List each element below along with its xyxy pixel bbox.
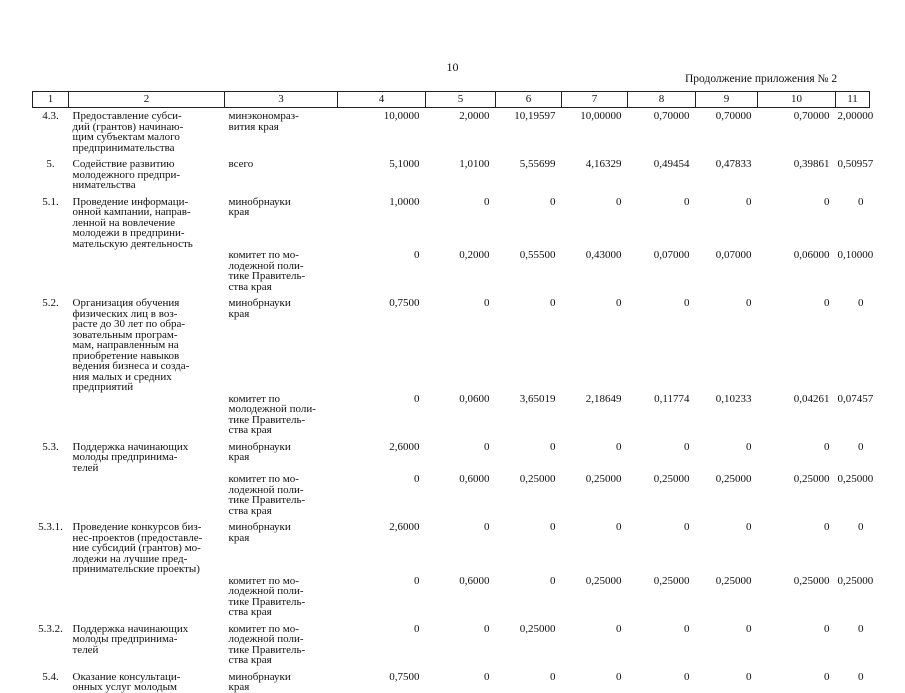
- row-value: 0: [484, 195, 490, 208]
- row-value: 0: [414, 574, 420, 587]
- row-title: [69, 249, 225, 292]
- row-executor: минобрнауки края: [228, 521, 291, 544]
- row-value: 0,07000: [715, 249, 752, 261]
- row-value: 0: [550, 195, 556, 208]
- row-value: 0: [414, 249, 420, 261]
- row-title: [69, 473, 225, 516]
- row-value: 0,25000: [585, 473, 622, 485]
- row-title: [69, 575, 225, 618]
- row-value: 2,0000: [459, 110, 490, 122]
- header-cell: 4: [338, 92, 426, 108]
- row-value: 0: [616, 670, 622, 683]
- table-row: [33, 516, 870, 575]
- row-value: 0: [684, 521, 690, 533]
- header-cell: 9: [696, 92, 758, 108]
- header-cell: 7: [562, 92, 628, 108]
- row-executor: всего: [228, 158, 254, 170]
- row-value: 0: [684, 622, 690, 635]
- row-value: 0,55500: [519, 249, 556, 261]
- row-value: 0,70000: [653, 110, 690, 122]
- row-value: 0: [824, 297, 830, 309]
- row-value: 0,11774: [654, 392, 690, 405]
- row-executor: комитет по мо- лодежной поли- тике Правитель- ства края: [228, 622, 306, 666]
- table-row: [33, 108, 870, 154]
- row-title: Предоставление субси- дий (грантов) начинаю- щим субъектам малого предпринимательства: [72, 110, 184, 154]
- row-value: 0: [550, 440, 556, 453]
- row-value: 0: [550, 297, 556, 309]
- row-value: 0,49454: [653, 158, 690, 170]
- row-value: 0: [550, 521, 556, 533]
- row-number: 5.2.: [42, 297, 59, 309]
- row-value: 0: [684, 440, 690, 453]
- row-value: 1,0100: [459, 158, 490, 170]
- row-value: 0: [684, 670, 690, 683]
- row-value: 0,2000: [459, 249, 490, 261]
- row-title: Проведение информаци- онной кампании, направ- ленной на вовлечение молодежи в предприни- мательскую деятельность: [72, 195, 193, 250]
- row-value: 0: [484, 622, 490, 635]
- header-cell: 11: [836, 92, 870, 108]
- row-value: 10,19597: [514, 110, 556, 122]
- row-value: 0,25000: [519, 622, 556, 635]
- row-number: [33, 473, 69, 516]
- row-value: 0,25000: [837, 473, 874, 485]
- row-title: [69, 393, 225, 436]
- row-value: 0,25000: [837, 574, 874, 587]
- row-number: [33, 393, 69, 436]
- header-cell: 3: [225, 92, 338, 108]
- row-number: 5.: [46, 158, 55, 170]
- row-value: 0: [616, 297, 622, 309]
- row-value: 0,25000: [585, 574, 622, 587]
- row-value: 0,07457: [837, 392, 874, 405]
- row-number: 5.3.2.: [38, 622, 63, 635]
- row-value: 0: [684, 297, 690, 309]
- row-value: 0,7500: [389, 297, 420, 309]
- row-value: 0: [746, 195, 752, 208]
- row-executor: комитет по молодежной поли- тике Правитель- ства края: [228, 392, 316, 436]
- continuation-note: Продолжение приложения № 2: [685, 73, 838, 85]
- row-value: 0: [616, 440, 622, 453]
- row-executor: минобрнауки края: [228, 297, 291, 320]
- table-row: [33, 618, 870, 666]
- row-value: 0,25000: [715, 574, 752, 587]
- row-title: Проведение конкурсов биз- нес-проектов (предоставле- ние субсидий (грантов) мо- лодежи на лучшие пред- принимательские проекты): [72, 521, 203, 575]
- row-value: 0,47833: [715, 158, 752, 170]
- row-value: 0,25000: [653, 574, 690, 587]
- header-cell: 6: [496, 92, 562, 108]
- header-cell: 2: [69, 92, 225, 108]
- row-value: 0: [684, 195, 690, 208]
- row-value: 0: [616, 622, 622, 635]
- table-row: [33, 153, 870, 191]
- row-value: 0: [858, 521, 864, 533]
- row-executor: минобрнауки края: [228, 440, 291, 463]
- page-number: 10: [446, 60, 459, 74]
- row-value: 0,25000: [519, 473, 556, 485]
- row-value: 0,25000: [793, 473, 830, 485]
- row-value: 0: [414, 622, 420, 635]
- row-executor: минобрнауки края: [228, 670, 291, 693]
- header-row: [33, 92, 870, 108]
- row-value: 0: [414, 392, 420, 405]
- header-cell: 8: [628, 92, 696, 108]
- row-value: 5,55699: [519, 158, 556, 170]
- row-title: Поддержка начинающих молоды предпринима- телей: [72, 622, 189, 656]
- row-value: 10,0000: [383, 110, 420, 122]
- table-row: [33, 575, 870, 618]
- header-cell: 10: [758, 92, 836, 108]
- row-value: 10,00000: [580, 110, 622, 122]
- row-value: 0: [858, 440, 864, 453]
- row-number: 5.3.: [42, 440, 59, 453]
- row-value: 0,25000: [715, 473, 752, 485]
- row-value: 0: [858, 297, 864, 309]
- row-value: 0: [858, 622, 864, 635]
- row-value: 0: [824, 195, 830, 208]
- header-cell: 1: [33, 92, 69, 108]
- row-title: Поддержка начинающих молоды предпринима- телей: [72, 440, 189, 474]
- row-value: 0: [824, 440, 830, 453]
- row-value: 0: [746, 440, 752, 453]
- row-value: 0: [824, 521, 830, 533]
- row-number: 4.3.: [42, 110, 59, 122]
- row-value: 0,0600: [459, 392, 490, 405]
- row-value: 0: [746, 670, 752, 683]
- table-row: [33, 292, 870, 393]
- row-value: 0: [484, 297, 490, 309]
- row-number: 5.3.1.: [38, 521, 63, 533]
- row-value: 2,18649: [585, 392, 622, 405]
- row-value: 0: [484, 670, 490, 683]
- row-executor: комитет по мо- лодежной поли- тике Правитель- ства края: [228, 249, 306, 293]
- row-value: 0,43000: [585, 249, 622, 261]
- row-value: 0: [414, 473, 420, 485]
- row-value: 0: [484, 440, 490, 453]
- row-value: 5,1000: [389, 158, 420, 170]
- row-value: 0: [746, 521, 752, 533]
- row-value: 0,39861: [793, 158, 830, 170]
- table-row: [33, 191, 870, 250]
- row-executor: минобрнауки края: [228, 195, 291, 218]
- row-value: 4,16329: [585, 158, 622, 170]
- row-value: 0,70000: [715, 110, 752, 122]
- row-executor: комитет по мо- лодежной поли- тике Правитель- ства края: [228, 473, 306, 517]
- row-executor: минэкономраз- вития края: [228, 110, 299, 133]
- row-value: 3,65019: [519, 392, 556, 405]
- row-value: 0,04261: [793, 392, 830, 405]
- row-value: 0,7500: [389, 670, 420, 683]
- row-value: 0: [550, 670, 556, 683]
- row-executor: комитет по мо- лодежной поли- тике Правитель- ства края: [228, 574, 306, 618]
- row-value: 0: [858, 195, 864, 208]
- row-number: [33, 575, 69, 618]
- row-value: 2,00000: [837, 110, 874, 122]
- row-number: 5.4.: [42, 670, 59, 683]
- row-number: [33, 249, 69, 292]
- row-value: 0,25000: [793, 574, 830, 587]
- row-value: 0,50957: [837, 158, 874, 170]
- row-value: 0: [824, 670, 830, 683]
- row-value: 2,6000: [389, 440, 420, 453]
- row-number: 5.1.: [42, 195, 59, 208]
- table-row: [33, 436, 870, 474]
- row-value: 0,07000: [653, 249, 690, 261]
- row-value: 0,70000: [793, 110, 830, 122]
- table-row: [33, 393, 870, 436]
- row-value: 0: [616, 195, 622, 208]
- row-value: 0,6000: [459, 473, 490, 485]
- row-title: Организация обучения физических лиц в воз- расте до 30 лет по обра- зовательным програм- мам, направленным на приобретение навыков ведения бизнеса и созда- ния малых и средних предприятий: [72, 297, 190, 393]
- header-cell: 5: [426, 92, 496, 108]
- table-row: [33, 473, 870, 516]
- row-value: 0,6000: [459, 574, 490, 587]
- table-row: [33, 666, 870, 693]
- row-value: 0,25000: [653, 473, 690, 485]
- row-value: 0: [824, 622, 830, 635]
- row-value: 0,06000: [793, 249, 830, 261]
- row-value: 0: [484, 521, 490, 533]
- row-value: 2,6000: [389, 521, 420, 533]
- table-row: [33, 249, 870, 292]
- row-value: 0: [746, 297, 752, 309]
- row-title: Оказание консультаци- онных услуг молодым: [72, 670, 181, 693]
- row-value: 0: [616, 521, 622, 533]
- row-title: Содействие развитию молодежного предпри- нимательства: [72, 158, 181, 191]
- row-value: 0: [858, 670, 864, 683]
- budget-table: [32, 91, 874, 693]
- row-value: 1,0000: [389, 195, 420, 208]
- row-value: 0: [746, 622, 752, 635]
- row-value: 0: [550, 574, 556, 587]
- row-value: 0,10233: [715, 392, 752, 405]
- row-value: 0,10000: [837, 249, 874, 261]
